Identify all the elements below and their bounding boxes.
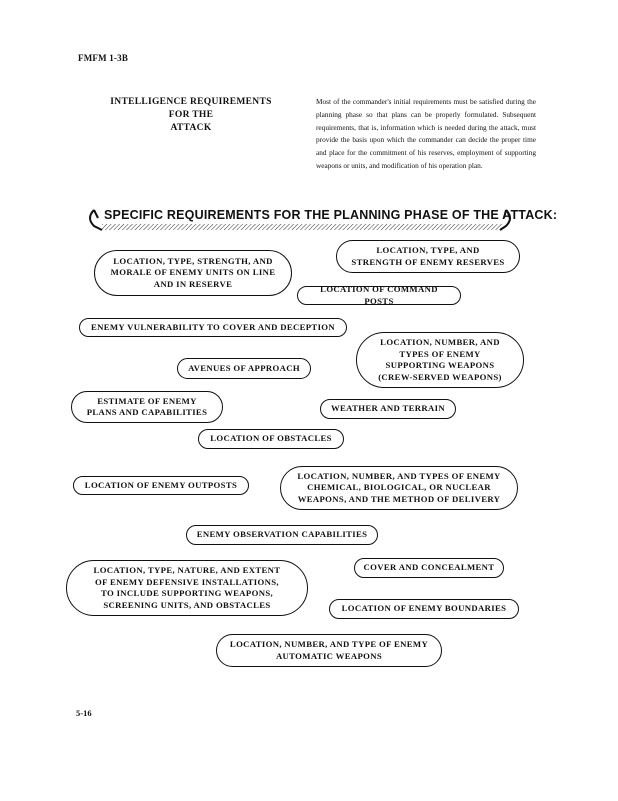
page-number: 5-16 <box>76 708 92 718</box>
requirement-bubble: ENEMY OBSERVATION CAPABILITIES <box>186 525 378 545</box>
requirement-bubble: ESTIMATE OF ENEMY PLANS AND CAPABILITIES <box>71 391 223 423</box>
section-title-line: INTELLIGENCE REQUIREMENTS <box>110 97 272 107</box>
requirement-bubble: LOCATION, NUMBER, AND TYPES OF ENEMY SUPPORTING WEAPONS (CREW-SERVED WEAPONS) <box>356 332 524 388</box>
banner-left-arrow <box>94 210 98 218</box>
document-id: FMFM 1-3B <box>78 53 129 63</box>
banner-hatch-band <box>102 224 502 230</box>
requirement-bubble: COVER AND CONCEALMENT <box>354 558 504 578</box>
requirement-bubble: LOCATION OF ENEMY OUTPOSTS <box>73 476 249 495</box>
banner-title: SPECIFIC REQUIREMENTS FOR THE PLANNING PHASE OF THE ATTACK: <box>104 208 558 222</box>
requirement-bubble: LOCATION, NUMBER, AND TYPE OF ENEMY AUTOMATIC WEAPONS <box>216 634 442 667</box>
requirement-bubble: ENEMY VULNERABILITY TO COVER AND DECEPTION <box>79 318 347 337</box>
section-title-line: ATTACK <box>170 123 212 133</box>
requirement-bubble: LOCATION, NUMBER, AND TYPES OF ENEMY CHEMICAL, BIOLOGICAL, OR NUCLEAR WEAPONS, AND THE METHOD OF DELIVERY <box>280 466 518 510</box>
section-title-line: FOR THE <box>168 110 214 120</box>
section-title <box>96 96 286 135</box>
requirement-bubble: LOCATION, TYPE, NATURE, AND EXTENT OF ENEMY DEFENSIVE INSTALLATIONS, TO INCLUDE SUPPORTING WEAPONS, SCREENING UNITS, AND OBSTACLES <box>66 560 308 616</box>
requirement-bubble: LOCATION OF OBSTACLES <box>198 429 344 449</box>
requirement-bubble: WEATHER AND TERRAIN <box>320 399 456 419</box>
intro-paragraph: Most of the commander's initial requirements must be satisfied during the planning phase so that plans can be properly formulated. Subsequent requirements, that is, information which is needed during the attack, must provide the basis upon which the commander can decide the proper time and place for the commitment of his reserves, employment of supporting weapons or units, and modification of his operation plan. <box>316 97 536 170</box>
requirement-bubble: LOCATION OF ENEMY BOUNDARIES <box>329 599 519 619</box>
requirement-bubble: LOCATION OF COMMAND POSTS <box>297 286 461 305</box>
requirement-bubble: LOCATION, TYPE, STRENGTH, AND MORALE OF ENEMY UNITS ON LINE AND IN RESERVE <box>94 250 292 296</box>
requirement-bubble: LOCATION, TYPE, AND STRENGTH OF ENEMY RESERVES <box>336 240 520 273</box>
requirement-bubble: AVENUES OF APPROACH <box>177 358 311 379</box>
